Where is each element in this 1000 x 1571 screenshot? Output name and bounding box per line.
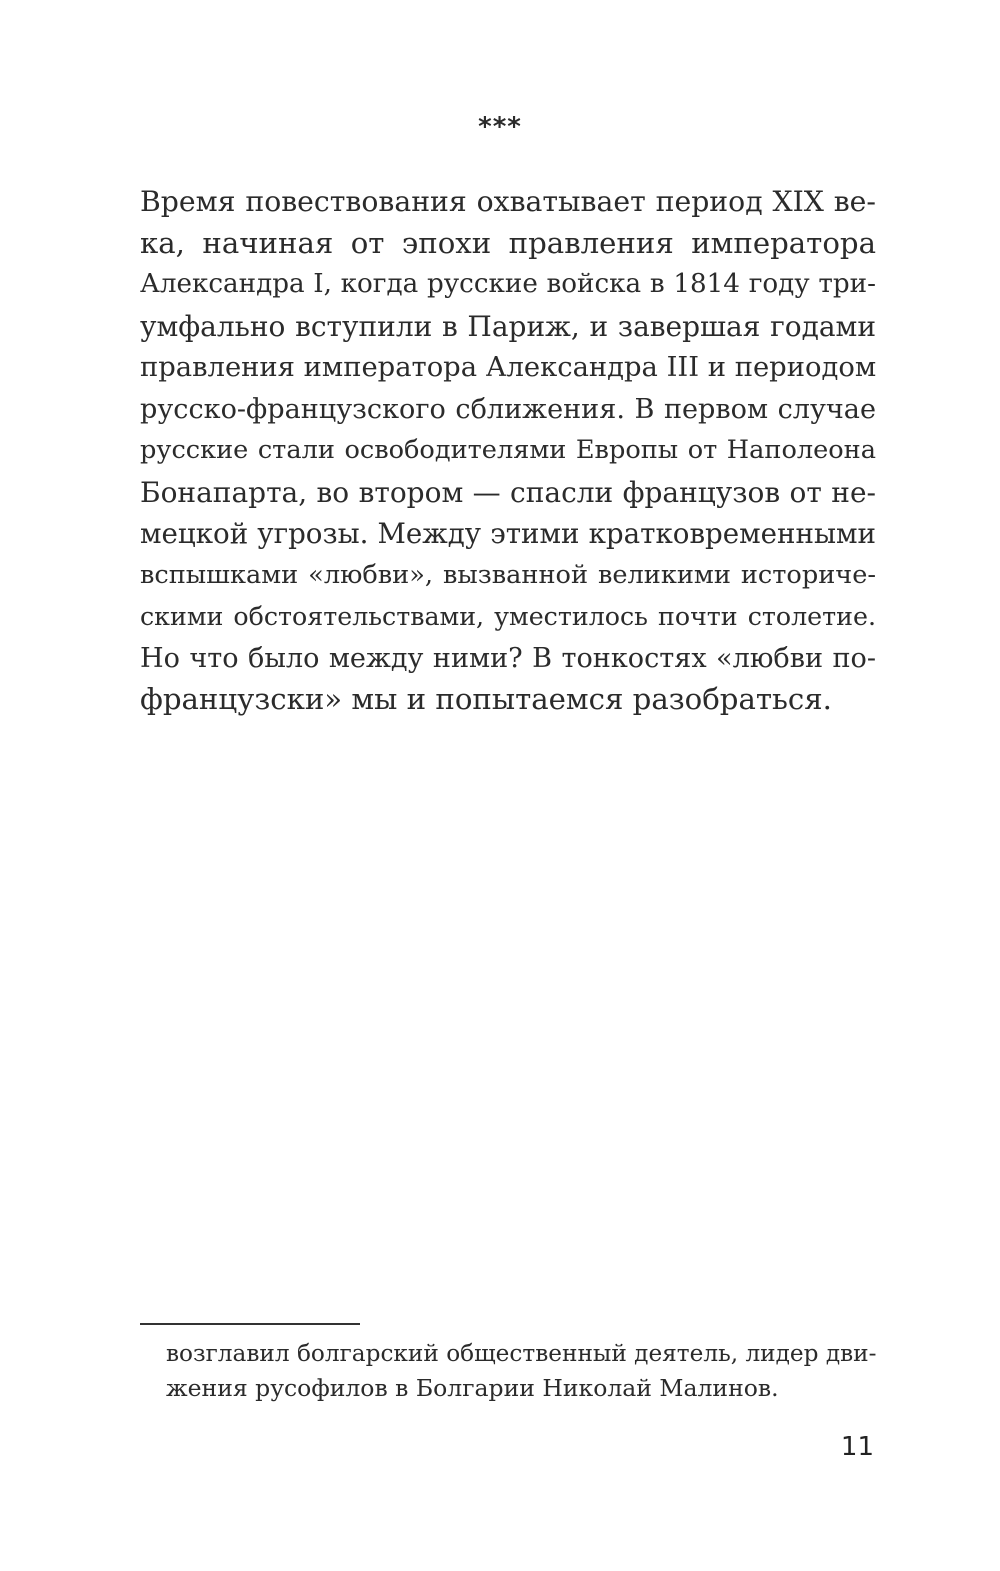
body-line: правления императора Александра III и периодом bbox=[140, 352, 876, 383]
footnote-line: жения русофилов в Болгарии Николай Малинов. bbox=[166, 1374, 779, 1402]
footnote-divider bbox=[140, 1323, 360, 1325]
body-line: скими обстоятельствами, уместилось почти столетие. bbox=[140, 602, 876, 631]
main-paragraph bbox=[140, 181, 876, 721]
body-line: Но что было между ними? В тонкостях «любви по- bbox=[140, 642, 876, 674]
body-line: умфально вступили в Париж, и завершая годами bbox=[140, 309, 876, 343]
body-line: Александра I, когда русские войска в 1814 году три- bbox=[140, 269, 876, 299]
body-line: русско-французского сближения. В первом случае bbox=[140, 393, 876, 425]
footnote bbox=[166, 1336, 876, 1406]
page-number: 11 bbox=[840, 1432, 874, 1462]
body-line: вспышками «любви», вызванной великими историче- bbox=[140, 559, 876, 590]
section-separator: *** bbox=[478, 112, 522, 142]
body-line: мецкой угрозы. Между этими кратковременными bbox=[140, 517, 876, 550]
body-line: французски» мы и попытаемся разобраться. bbox=[140, 682, 832, 716]
footnote-line: возглавил болгарский общественный деятель, лидер дви- bbox=[166, 1340, 876, 1367]
body-line: ка, начиная от эпохи правления императора bbox=[140, 225, 876, 260]
body-line: Бонапарта, во втором — спасли французов от не- bbox=[140, 475, 876, 509]
body-line: Время повествования охватывает период XIX ве- bbox=[140, 185, 876, 218]
body-line: русские стали освободителями Европы от Наполеона bbox=[140, 435, 876, 465]
